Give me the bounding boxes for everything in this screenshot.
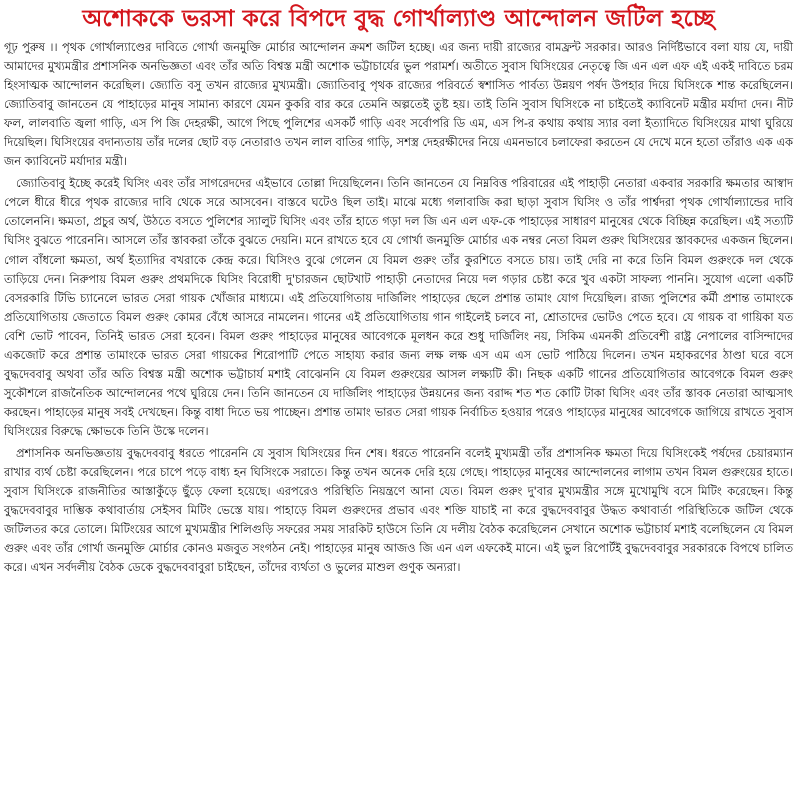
article-paragraph-1: গূঢ় পুরুষ ।। পৃথক গোর্খাল্যাণ্ডের দাবিতে গোর্খা জনমুক্তি মোর্চার আন্দোলন ক্রমশ জটিল হচ্ছে। এর জন্য দায়ী রাজ্যের বামফ্রন্ট সরকার। আরও নির্দিষ্টভাবে বলা যায় যে, দায়ী আমাদের মুখ্যমন্ত্রীর প্রশাসনিক অনভিজ্ঞতা এবং তাঁর অতি বিশ্বস্ত মন্ত্রী অশোক ভট্টাচার্যের ভুল পরামর্শ। অতীতে সুবাস ঘিসিংয়ের নেতৃত্বে জি এন এল এফ এই একই দাবিতে চরম হিংসাত্মক আন্দোলন করেছিল। জ্যোতি বসু তখন রাজ্যের মুখ্যমন্ত্রী। জ্যোতিবাবু পৃথক রাজ্যের পরিবর্তে স্বশাসিত পার্বত্য উন্নয়ণ পর্ষদ উপহার দিয়ে ঘিসিংকে শান্ত করেছিলেন। জ্যোতিবাবু জানতেন যে পাহাড়ের মানুষ সামান্য কারণে যেমন কুকরি বার করে তেমনি অল্পতেই তুষ্ট হয়। তাই তিনি সুবাস ঘিসিংকে না চাইতেই ক্যাবিনেট মন্ত্রীর মর্যাদা দেন। নীট ফল, লালবাতি জ্বলা গাড়ি, এস পি জি দেহরক্ষী, আগে পিছে পুলিশের এসকর্ট গাড়ি এবং সর্বোপরি ডি এম, এস পি-র কথায় কথায় স্যার বলা ইত্যাদিতে ঘিসিংয়ের মাথা ঘুরিয়ে দিয়েছিল। ঘিসিংয়ের বদান্যতায় তাঁর দলের ছোট বড় নেতারাও তখন লাল বাতির গাড়ি, সশস্ত্র দেহরক্ষীদের নিয়ে এমনভাবে চলাফেরা করতেন যে দেখে মনে হতো তাঁরাও এক এক জন ক্যাবিনেট মর্যাদার মন্ত্রী। [4,40,793,169]
article-paragraph-2: জ্যোতিবাবু ইচ্ছে করেই ঘিসিং এবং তাঁর সাগরেদদের এইভাবে তোল্লা দিয়েছিলেন। তিনি জানতেন যে নিম্নবিত্ত পরিবারের এই পাহাড়ী নেতারা একবার সরকারি ক্ষমতার আস্বাদ পেলে ধীরে ধীরে পৃথক রাজ্যের দাবি থেকে সরে আসবেন। বাস্তবে ঘটেও ছিল তাই। মাঝে মধ্যে গলাবাজি করা ছাড়া সুবাস ঘিসিং ও তাঁর পার্শ্বদরা পৃথক গোর্খাল্যান্ডের দাবি তোলেননি। ক্ষমতা, প্রচুর অর্থ, উঠতে বসতে পুলিশের স্যালুট ঘিসিং এবং তাঁর হাতে গড়া দল জি এন এল এফ-কে পাহাড়ের সাধারণ মানুষের থেকে বিচ্ছিন্ন করেছিল। এই সত্যটি ঘিসিং বুঝতে পারেননি। আসলে তাঁর স্তাবকরা তাঁকে বুঝতে দেয়নি। মনে রাখতে হবে যে গোর্খা জনমুক্তি মোর্চার এক নম্বর নেতা বিমল গুরুং ঘিসিংয়ের স্তাবকদের একজন ছিলেন। গোল বাঁধলো ক্ষমতা, অর্থ ইত্যাদির বখরাকে কেন্দ্র করে। ঘিসিংও বুঝে গেলেন যে বিমল গুরুং তাঁর কুরশিতে বসতে চায়। তাই দেরি না করে তিনি বিমল গুরুংকে দল থেকে তাড়িয়ে দেন। নিরুপায় বিমল গুরুং প্রথমদিকে ঘিসিং বিরোধী দু'চারজন ছোটখাট পাহাড়ী নেতাদের নিয়ে দল গড়ার চেষ্টা করে খুব একটা সাফল্য পাননি। সুযোগ এলো একটি বেসরকারি টিভি চ্যানেলে ভারত সেরা গায়ক খোঁজার মাধ্যমে। এই প্রতিযোগিতায় দার্জিলিং পাহাড়ের ছেলে প্রশান্ত তামাং যোগ দিয়েছিল। রাজ্য পুলিশের কর্মী প্রশান্ত তামাংকে প্রতিযোগিতায় জেতাতে বিমল গুরুং কোমর বেঁধে আসরে নামলেন। গানের এই প্রতিযোগিতায় গান গাইলেই চলবে না, শ্রোতাদের ভোটও পেতে হবে। যে গায়ক বা গায়িকা যত বেশি ভোট পাবেন, তিনিই ভারত সেরা হবেন। বিমল গুরুং পাহাড়ের মানুষের আবেগকে মূলধন করে শুধু দার্জিলিং নয়, সিকিম এমনকী প্রতিবেশী রাষ্ট্র নেপালের বাসিন্দাদের একজোট করে প্রশান্ত তামাংকে ভারত সেরা গায়কের শিরোপাটি পেতে সাহায্য করার জন্য লক্ষ লক্ষ এস এম এস ভোট পাঠিয়ে দিলেন। তখন মহাকরণের ঠাণ্ডা ঘরে বসে বুদ্ধদেববাবু অথবা তাঁর অতি বিশ্বস্ত মন্ত্রী অশোক ভট্টাচার্য মশাই বোঝেননি যে বিমল গুরুংয়ের আসল লক্ষ্যটি কী। নিছক একটি গানের প্রতিযোগিতার আবেগকে বিমল গুরুং সুকৌশলে রাজনৈতিক আন্দোলনের পথে ঘুরিয়ে দেন। তিনি জানতেন যে দার্জিলিং পাহাড়ের উন্নয়নের জন্য বরাদ্দ শত শত কোটি টাকা ঘিসিং এবং তাঁর স্তাবক নেতারা আত্মসাৎ করছেন। পাহাড়ের মানুষ সবই দেখছেন। কিন্তু বাধা দিতে ভয় পাচ্ছেন। প্রশান্ত তামাং ভারত সেরা গায়ক নির্বাচিত হওয়ার পরেও পাহাড়ের মানুষের আবেগকে জাগিয়ে রাখতে সুবাস ঘিসিংয়ের বিরুদ্ধে ক্ষোভকে তিনি উস্কে দলেন। [4,176,793,438]
article-headline: অশোককে ভরসা করে বিপদে বুদ্ধ গোর্খাল্যাণ্ড আন্দোলন জটিল হচ্ছে [82,6,715,32]
article-body [4,38,793,577]
article-paragraph-3: প্রশাসনিক অনভিজ্ঞতায় বুদ্ধদেববাবু ধরতে পারেননি যে সুবাস ঘিসিংয়ের দিন শেষ। ধরতে পারেননি বলেই মুখ্যমন্ত্রী তাঁর প্রশাসনিক ক্ষমতা দিয়ে ঘিসিংকেই পর্ষদের চেয়ারম্যান রাখার ব্যর্থ চেষ্টা করেছিলেন। পরে চাপে পড়ে বাধ্য হন ঘিসিংকে সরাতে। কিন্তু তখন অনেক দেরি হয়ে গেছে। পাহাড়ের মানুষের আন্দোলনের লাগাম তখন বিমল গুরুংয়ের হাতে। সুবাস ঘিসিংকে রাজনীতির আস্তাকুঁড়ে ছুঁড়ে ফেলা হয়েছে। এরপরেও পরিস্থিতি নিয়ন্ত্রণে আনা যেত। বিমল গুরুং দু'বার মুখ্যমন্ত্রীর সঙ্গে মুখোমুখি বসে মিটিং করেছেন। কিন্তু বুদ্ধদেববাবুর দাম্ভিক কথাবার্তায় সেইসব মিটিং ভেস্তে যায়। পাহাড়ে বিমল গুরুংদের প্রভাব এবং শক্তি যাচাই না করে বুদ্ধদেববাবুর উদ্ধত কথাবার্তা পরিস্থিতিকে জটিল থেকে জটিলতর করে তোলে। মিটিংয়ের আগে মুখ্যমন্ত্রীর শিলিগুড়ি সফরের সময় সারকিট হাউসে তিনি যে দলীয় বৈঠক করেছিলেন সেখানে অশোক ভট্টাচার্য মশাই বলেছিলেন যে বিমল গুরুং এবং তাঁর গোর্খা জনমুক্তি মোর্চার কোনও মজবুত সংগঠন নেই। পাহাড়ের মানুষ আজও জি এন এল এফকেই মানে। এই ভুল রিপোর্টই বুদ্ধদেববাবুর সরকারকে বিপথে চালিত করে। এখন সর্বদলীয় বৈঠক ডেকে বুদ্ধদেববাবুরা চাইছেন, তাঁদের ব্যর্থতা ও ভুলের মাশুল গুণুক অন্যরা। [4,445,793,575]
